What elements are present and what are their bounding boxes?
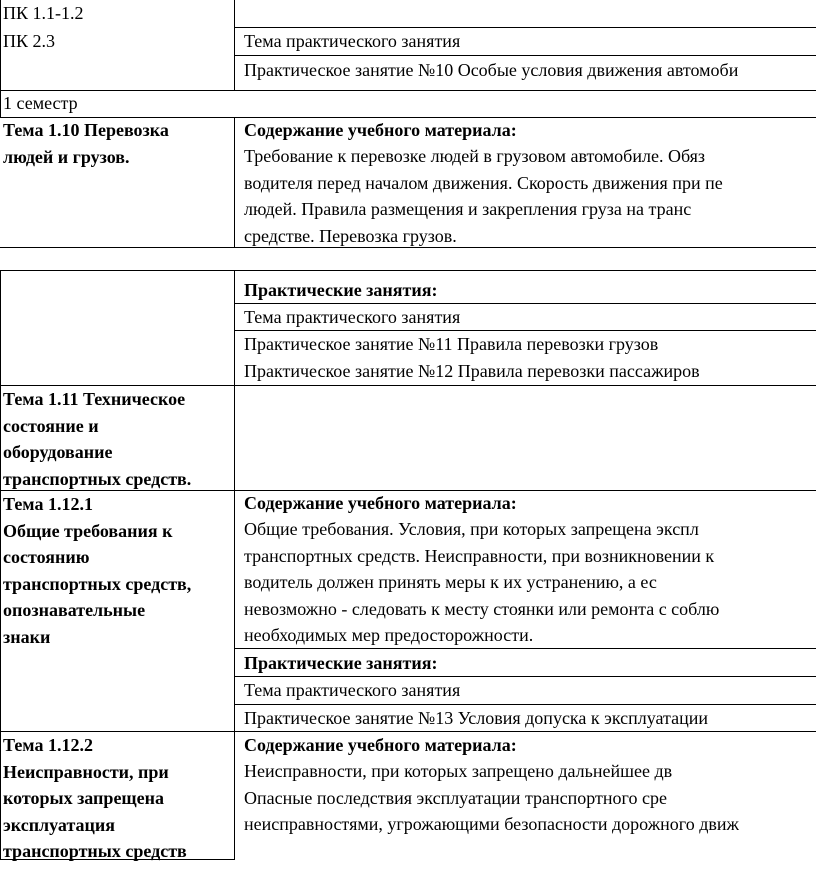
topic-title [3, 386, 231, 492]
competency-code: ПК 2.3 [3, 31, 56, 51]
topic-title-line: состоянию [3, 547, 90, 567]
content-text [244, 143, 816, 249]
content-line: Неисправности, при которых запрещено дальнейшее дв [244, 761, 673, 781]
competency-code: ПК 1.1-1.2 [3, 3, 84, 23]
topic-title-line: которых запрещена [3, 788, 164, 808]
row-divider [234, 55, 816, 56]
topic-title-line: транспортных средств, [3, 573, 192, 594]
practice-header: Практические занятия: [244, 280, 438, 300]
semester-label: 1 семестр [3, 93, 78, 113]
row-divider [0, 270, 816, 271]
column-divider [234, 270, 235, 860]
practice-item-10: Практическое занятие №10 Особые условия движения автомоби [244, 60, 739, 80]
table-left-border [0, 270, 1, 860]
row-divider [0, 90, 816, 91]
practice-topic-label: Тема практического занятия [244, 307, 461, 327]
content-line: водитель должен принять меры к их устранению, а ес [244, 572, 657, 592]
content-text [244, 516, 816, 649]
column-divider [234, 117, 235, 247]
practice-topic-label: Тема практического занятия [244, 680, 461, 700]
content-line: Общие требования. Условия, при которых запрещена экспл [244, 519, 699, 539]
topic-title-line: состояние и [3, 415, 99, 436]
content-line: необходимых мер предосторожности. [244, 625, 534, 645]
topic-title-line: Неисправности, при [3, 761, 169, 782]
topic-title-line: оборудование [3, 442, 113, 462]
practice-topic-label: Тема практического занятия [244, 31, 461, 51]
content-header: Содержание учебного материала: [244, 735, 517, 755]
topic-title [3, 491, 231, 650]
practice-item-13: Практическое занятие №13 Условия допуска к эксплуатации [244, 708, 709, 728]
content-header: Содержание учебного материала: [244, 120, 517, 140]
content-line: невозможно - следовать к месту стоянки или ремонта с соблю [244, 598, 720, 619]
topic-title-line: Общие требования к [3, 520, 173, 541]
topic-title-line: опознавательные [3, 600, 146, 620]
content-line: водителя перед началом движения. Скорость движения при пе [244, 172, 723, 193]
practice-item-12: Практическое занятие №12 Правила перевозки пассажиров [244, 361, 700, 381]
content-line: неисправностями, угрожающими безопасности дорожного движ [244, 814, 739, 834]
topic-title-line: транспортных средств. [3, 468, 192, 489]
column-divider [234, 0, 235, 90]
content-line: Опасные последствия эксплуатации транспортного сре [244, 787, 667, 808]
content-header: Содержание учебного материала: [244, 493, 517, 513]
topic-title-line: эксплуатация [3, 814, 115, 835]
topic-title-line: знаки [3, 626, 51, 647]
topic-title-line: Тема 1.12.1 [3, 494, 93, 514]
topic-title-line: Тема 1.12.2 [3, 735, 93, 755]
content-line: Требование к перевозке людей в грузовом автомобиле. Обяз [244, 146, 706, 166]
topic-title-line: транспортных средств [3, 841, 187, 861]
practice-item-11: Практическое занятие №11 Правила перевозки грузов [244, 334, 659, 354]
topic-title-line: людей и грузов. [3, 146, 130, 167]
content-line: транспортных средств. Неисправности, при возникновении к [244, 545, 715, 566]
topic-title-line: Тема 1.10 Перевозка [3, 120, 169, 140]
topic-title [3, 732, 231, 865]
content-line: людей. Правила размещения и закрепления груза на транс [244, 199, 692, 219]
topic-title [3, 117, 231, 170]
content-text [244, 758, 816, 838]
practice-header: Практические занятия: [244, 653, 438, 673]
topic-title-line: Тема 1.11 Техническое [3, 389, 186, 409]
table-left-border [0, 0, 1, 117]
content-line: средстве. Перевозка грузов. [244, 225, 457, 246]
